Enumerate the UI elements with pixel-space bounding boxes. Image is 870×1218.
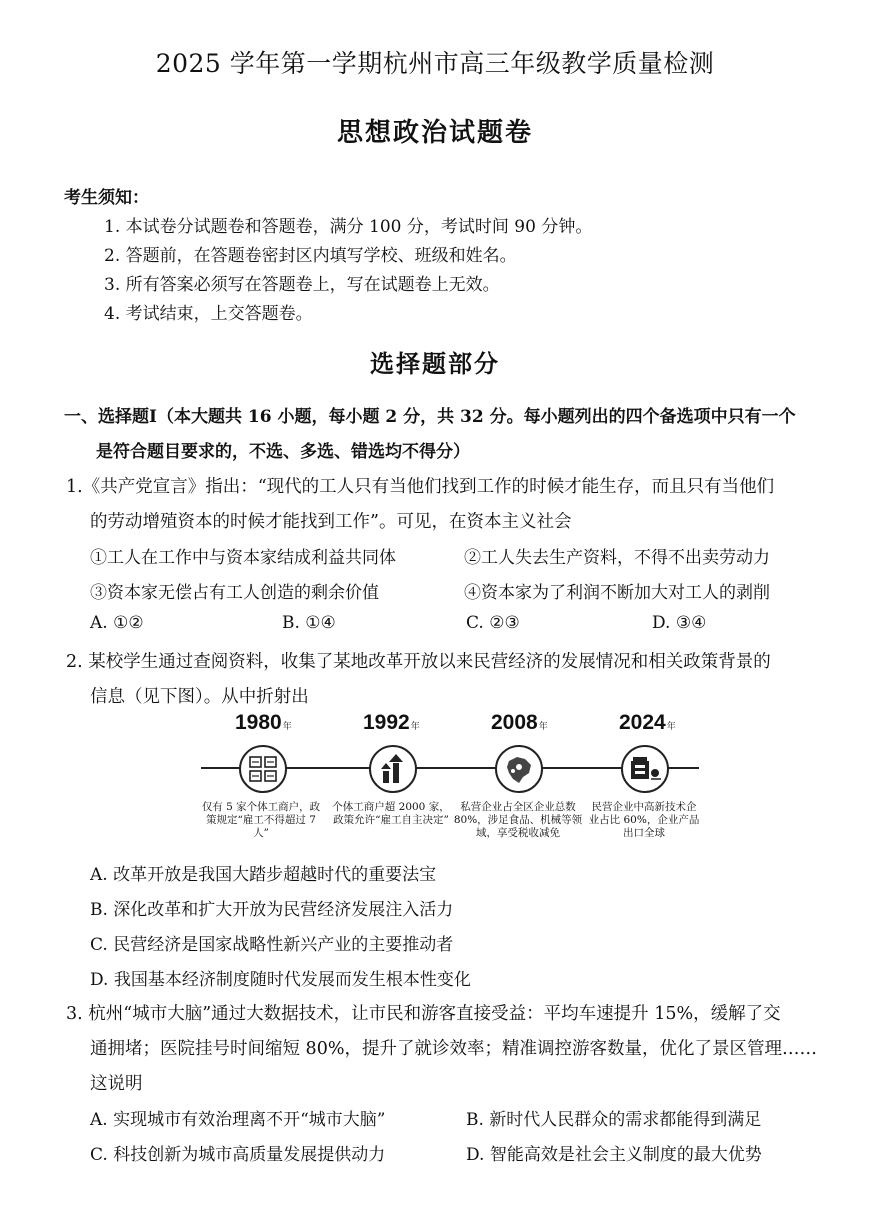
q3-option-d[interactable]: D. 智能高效是社会主义制度的最大优势 [466, 1145, 762, 1165]
notice-item: 3. 所有答案必须写在答题卷上，写在试题卷上无效。 [104, 275, 500, 295]
q2-option-c[interactable]: C. 民营经济是国家战略性新兴产业的主要推动者 [90, 935, 454, 955]
q2-option-a[interactable]: A. 改革开放是我国大踏步超越时代的重要法宝 [90, 865, 437, 885]
q1-stem: 的劳动增殖资本的时候才能找到工作”。可见，在资本主义社会 [90, 512, 572, 532]
instructions-line: 一、选择题Ⅰ（本大题共 16 小题，每小题 2 分，共 32 分。每小题列出的四个备选项中只有一个 [64, 407, 796, 427]
q1-statement: ①工人在工作中与资本家结成利益共同体 [90, 548, 396, 568]
q1-option-a[interactable]: A. ①② [90, 613, 144, 633]
notice-item: 2. 答题前，在答题卷密封区内填写学校、班级和姓名。 [104, 246, 517, 266]
q1-statement: ④资本家为了利润不断加大对工人的剥削 [464, 583, 770, 603]
notice-heading: 考生须知： [64, 188, 149, 208]
map-icon [495, 745, 543, 793]
exam-subtitle: 思想政治试题卷 [336, 118, 533, 148]
timeline-caption: 仅有 5 家个体工商户，政策规定“雇工不得超过 7 人” [201, 801, 321, 839]
q1-statement: ②工人失去生产资料，不得不出卖劳动力 [464, 548, 770, 568]
q3-stem: 通拥堵；医院挂号时间缩短 80%，提升了就诊效率；精准调控游客数量，优化了景区管理…… [90, 1039, 817, 1059]
document-icons [239, 745, 287, 793]
q1-stem: 1.《共产党宣言》指出：“现代的工人只有当他们找到工作的时候才能生存，而且只有当他们 [66, 477, 775, 497]
q3-stem: 3. 杭州“城市大脑”通过大数据技术，让市民和游客直接受益：平均车速提升 15%，缓解了交 [66, 1004, 781, 1024]
timeline-year: 1992年 [363, 711, 420, 734]
timeline-year: 2024年 [619, 711, 676, 734]
timeline-figure [195, 705, 705, 845]
timeline-year: 1980年 [235, 711, 292, 734]
q3-stem: 这说明 [90, 1074, 143, 1094]
q1-option-c[interactable]: C. ②③ [466, 613, 520, 633]
exam-title: 2025 学年第一学期杭州市高三年级教学质量检测 [155, 49, 715, 78]
q1-option-b[interactable]: B. ①④ [282, 613, 336, 633]
rising-bars-icon [369, 745, 417, 793]
notice-item: 1. 本试卷分试题卷和答题卷，满分 100 分，考试时间 90 分钟。 [104, 217, 593, 237]
instructions-line: 是符合题目要求的，不选、多选、错选均不得分） [96, 442, 470, 462]
section-title: 选择题部分 [370, 349, 500, 378]
q3-option-c[interactable]: C. 科技创新为城市高质量发展提供动力 [90, 1145, 386, 1165]
q1-statement: ③资本家无偿占有工人创造的剩余价值 [90, 583, 379, 603]
timeline-caption: 民营企业中高新技术企业占比 60%，企业产品出口全球 [588, 801, 700, 839]
notice-item: 4. 考试结束，上交答题卷。 [104, 304, 313, 324]
factory-icon [621, 745, 669, 793]
q2-option-d[interactable]: D. 我国基本经济制度随时代发展而发生根本性变化 [90, 970, 471, 990]
timeline-caption: 私营企业占全区企业总数 80%，涉足食品、机械等领域，享受税收减免 [453, 801, 583, 839]
timeline-caption: 个体工商户超 2000 家，政策允许“雇工自主决定” [332, 801, 450, 826]
q2-option-b[interactable]: B. 深化改革和扩大开放为民营经济发展注入活力 [90, 900, 454, 920]
q2-stem: 信息（见下图）。从中折射出 [90, 687, 309, 707]
q3-option-b[interactable]: B. 新时代人民群众的需求都能得到满足 [466, 1110, 762, 1130]
q2-stem: 2. 某校学生通过查阅资料，收集了某地改革开放以来民营经济的发展情况和相关政策背景的 [66, 652, 771, 672]
q3-option-a[interactable]: A. 实现城市有效治理离不开“城市大脑” [90, 1110, 386, 1130]
timeline-year: 2008年 [491, 711, 548, 734]
q1-option-d[interactable]: D. ③④ [652, 613, 707, 633]
